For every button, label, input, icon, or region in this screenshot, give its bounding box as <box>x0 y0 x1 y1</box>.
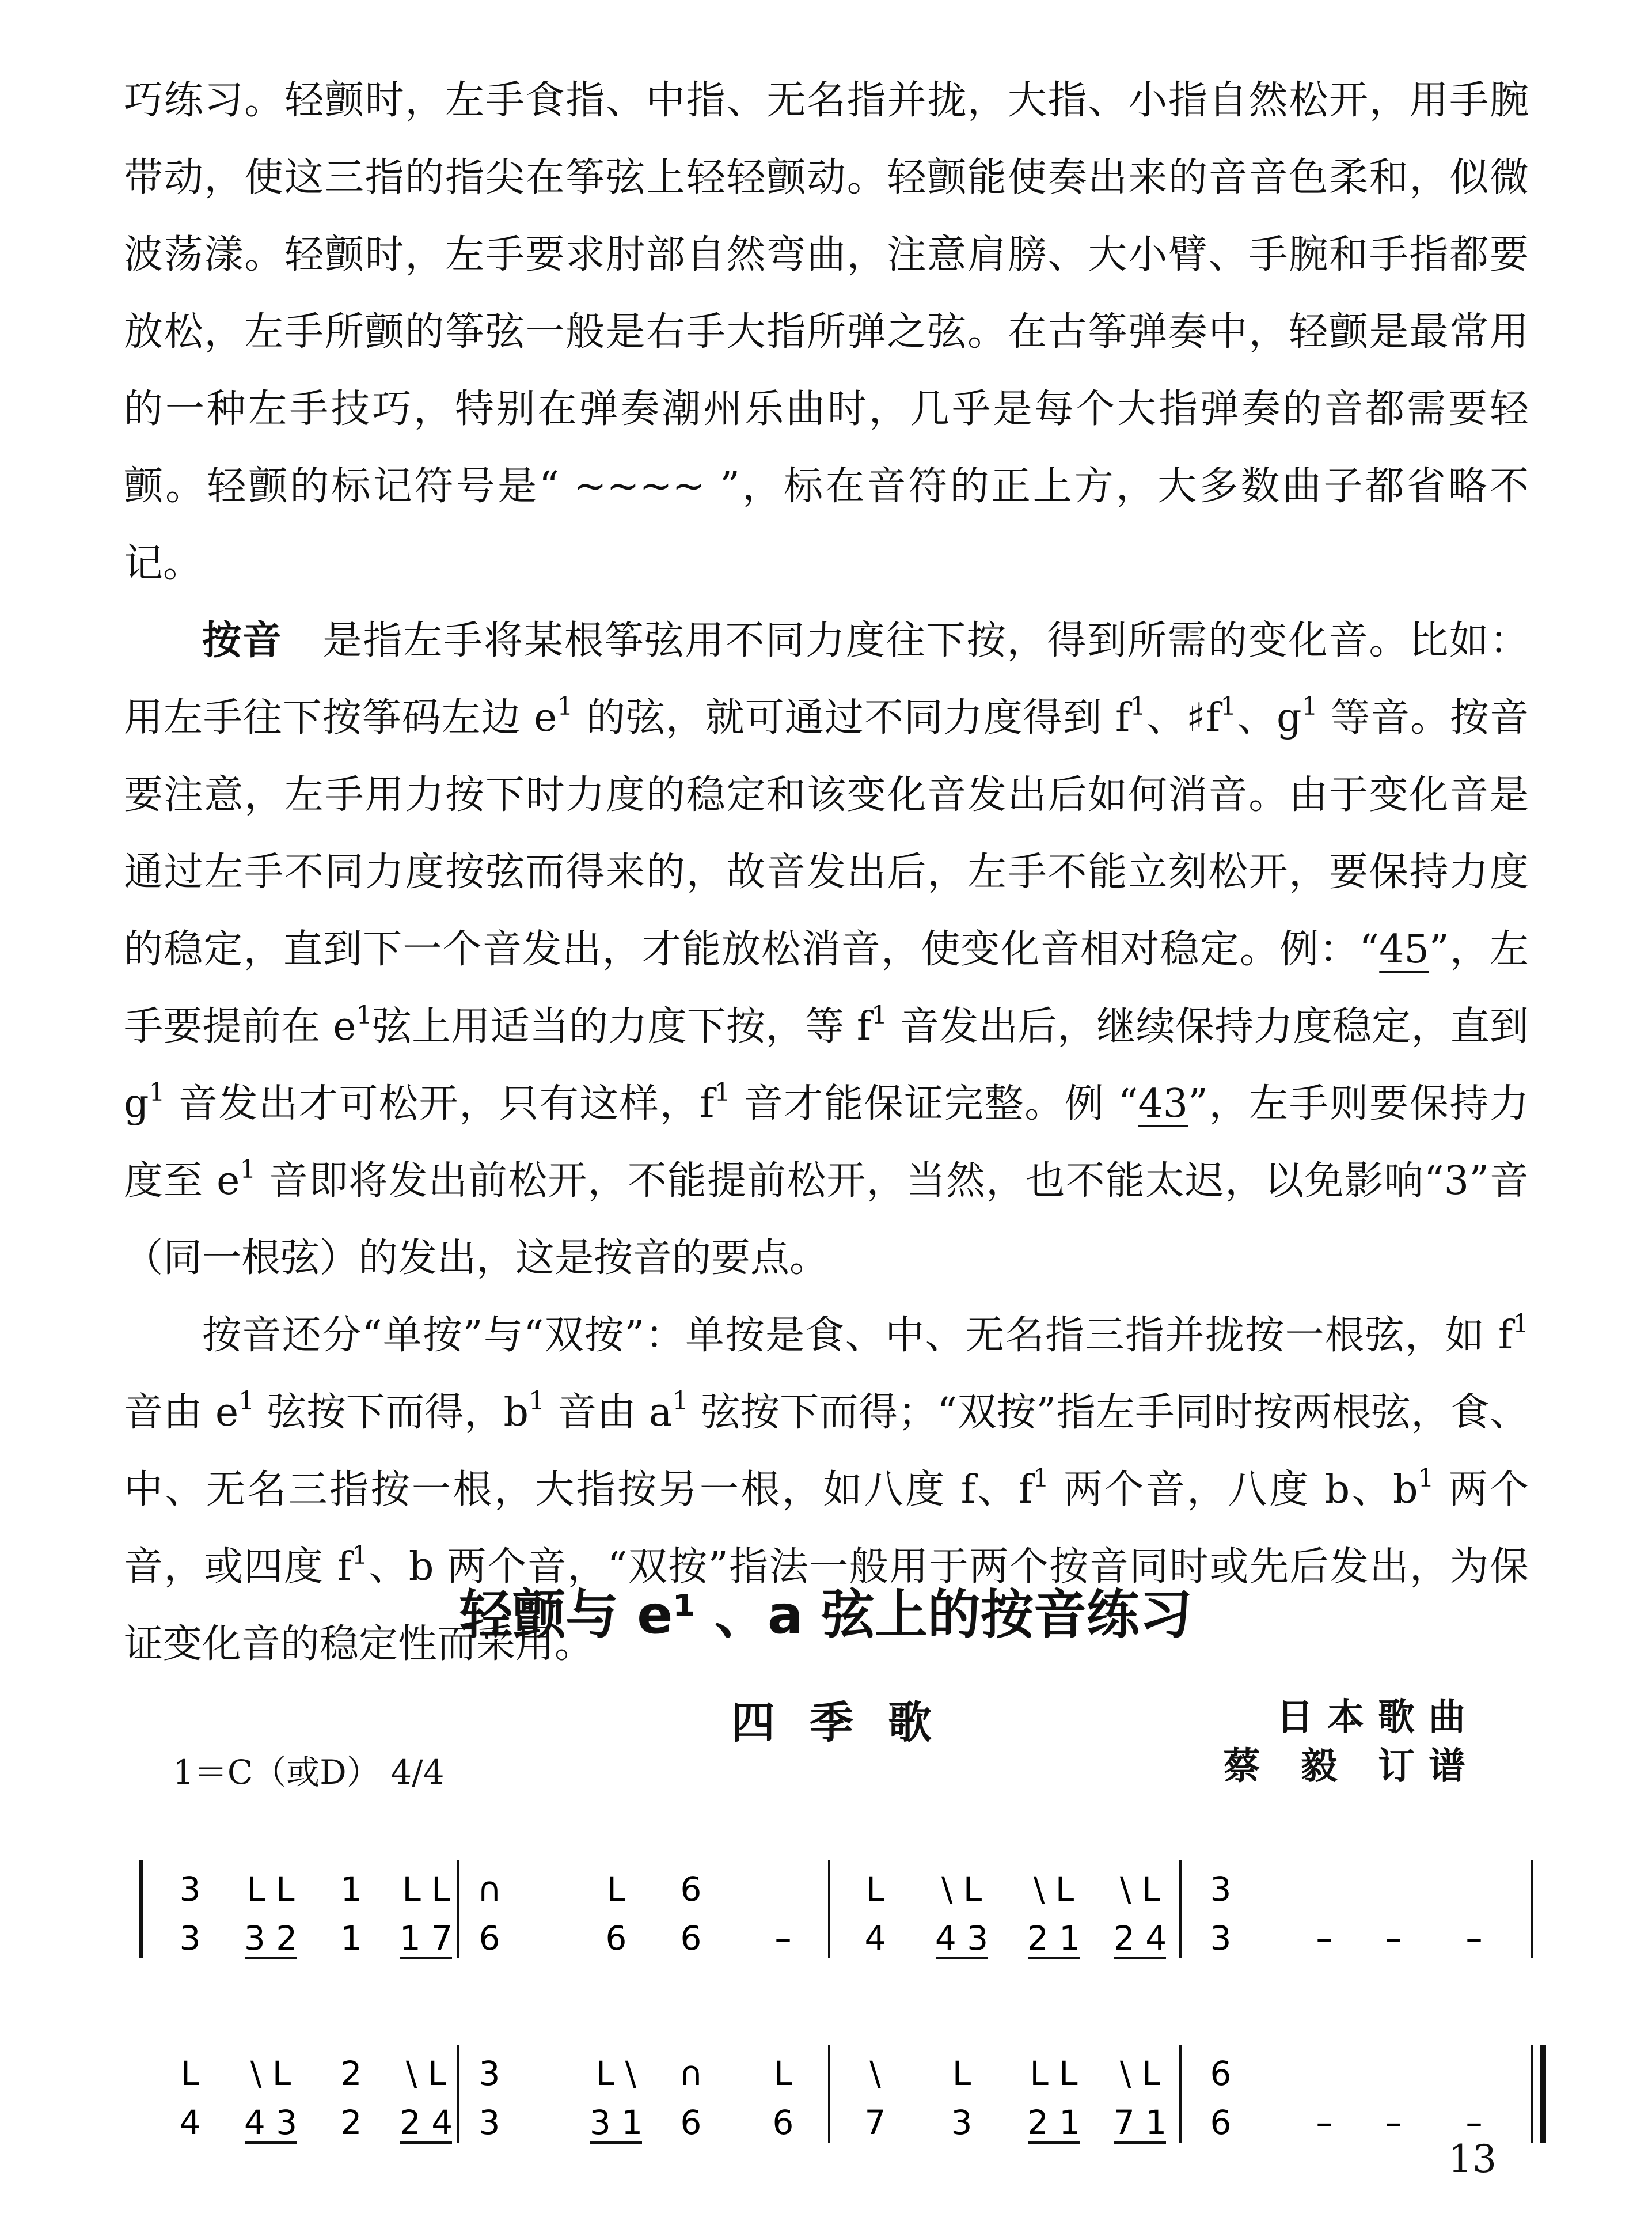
lower-note: 6 <box>478 1919 500 1958</box>
upper-note: \ L <box>1033 1870 1074 1909</box>
superscript: 1 <box>1130 692 1146 721</box>
lower-note: – <box>1465 2103 1483 2142</box>
lower-note: 3 <box>951 2103 973 2142</box>
lower-note: 4 <box>179 2103 201 2142</box>
lower-note: 4 3 <box>244 2103 298 2142</box>
upper-note: ∩ <box>678 2054 704 2093</box>
lower-note: 1 <box>340 1919 362 1958</box>
lower-note: 7 1 <box>1113 2103 1167 2142</box>
example-notes: 45 <box>1379 927 1429 972</box>
superscript: 1 <box>714 1078 731 1107</box>
text-span: ”，左手则要保持力度至 e <box>124 1081 1529 1204</box>
upper-note: L <box>773 2054 793 2093</box>
superscript: 1 <box>1418 1464 1434 1493</box>
superscript: 1 <box>529 1386 545 1416</box>
upper-note: \ <box>869 2054 881 2093</box>
superscript: 1 <box>871 1000 888 1030</box>
key-signature: 1＝C（或D） 4/4 <box>173 1753 445 1792</box>
lower-note: 2 4 <box>1113 1919 1167 1958</box>
upper-note: \ L <box>1119 2054 1161 2093</box>
credit-arranger: 蔡 毅 订谱 <box>1223 1745 1479 1788</box>
text-span: 的弦，就可通过不同力度得到 f <box>573 695 1130 741</box>
superscript: 1 <box>1032 1464 1049 1493</box>
text-span: 音发出才可松开，只有这样，f <box>165 1081 715 1127</box>
upper-note: L L <box>402 1870 450 1909</box>
upper-note: 3 <box>478 2054 500 2093</box>
term-press-note: 按音 <box>202 618 283 664</box>
text-span: 弦按下而得；“双按”指左手同时按两根弦，食、中、无名三指按一根，大指按另一根，如八度 f、f <box>124 1390 1529 1513</box>
text-span: 弦按下而得，b <box>255 1390 529 1435</box>
lower-note: – <box>1385 2103 1402 2142</box>
song-title: 四季歌 <box>731 1697 966 1748</box>
text-span: 是指左手将某根筝弦用不同力度往下按，得到所需的变化音。比如：用左手往下按筝码左边 e <box>124 618 1529 741</box>
lower-note: 6 <box>680 2103 702 2142</box>
upper-note: \ L <box>405 2054 447 2093</box>
upper-note: 6 <box>680 1870 702 1909</box>
upper-note: ∩ <box>477 1870 502 1909</box>
lower-note: 2 1 <box>1027 2103 1081 2142</box>
superscript: 1 <box>1301 692 1318 721</box>
lower-note: 3 <box>1210 1919 1232 1958</box>
superscript: 1 <box>238 1386 255 1416</box>
section-title: 轻颤与 e¹ 、a 弦上的按音练习 <box>459 1584 1193 1646</box>
lower-note: – <box>1465 1919 1483 1958</box>
upper-note: L L <box>1030 2054 1078 2093</box>
superscript: 1 <box>557 692 574 721</box>
lower-note: 6 <box>605 1919 627 1958</box>
superscript: 1 <box>240 1155 256 1184</box>
upper-note: L \ <box>595 2054 637 2093</box>
upper-note: \ L <box>941 1870 982 1909</box>
upper-note: 3 <box>1210 1870 1232 1909</box>
upper-note: L <box>606 1870 626 1909</box>
text-span: 、b 两个音，“双按”指法一般用于两个按音同时或先后发出，为保证变化音的稳定性而采用。 <box>124 1544 1529 1667</box>
upper-note: 6 <box>1210 2054 1232 2093</box>
lower-note: 6 <box>680 1919 702 1958</box>
text-span: 音即将发出前松开，不能提前松开，当然，也不能太迟，以免影响“3”音（同一根弦）的发出，这是按音的要点。 <box>124 1158 1529 1281</box>
text-span: ”，左手要提前在 e <box>124 927 1529 1049</box>
upper-note: \ L <box>250 2054 291 2093</box>
text-span: 音由 e <box>124 1390 239 1435</box>
superscript: 1 <box>149 1078 165 1107</box>
upper-note: \ L <box>1119 1870 1161 1909</box>
text-span: 等音。按音要注意，左手用力按下时力度的稳定和该变化音发出后如何消音。由于变化音是通过左手不同力度按弦而得来的，故音发出后，左手不能立刻松开，要保持力度的稳定，直到下一个音发出，才能放松消音，使变化音相对稳定。例：“ <box>124 695 1529 972</box>
upper-note: L <box>180 2054 200 2093</box>
text-span: 、g <box>1236 695 1302 741</box>
text-span: 两个音，或四度 f <box>124 1467 1529 1590</box>
lower-note: – <box>1385 1919 1402 1958</box>
lower-note: 1 7 <box>399 1919 453 1958</box>
lower-note: 4 3 <box>935 1919 989 1958</box>
credit-origin: 日本歌曲 <box>1277 1696 1479 1739</box>
upper-note: 3 <box>179 1870 201 1909</box>
lower-note: 2 <box>340 2103 362 2142</box>
paragraph-tremolo: 巧练习。轻颤时，左手食指、中指、无名指并拢，大指、小指自然松开，用手腕带动，使这三指的指尖在筝弦上轻轻颤动。轻颤能使奏出来的音音色柔和，似微波荡漾。轻颤时，左手要求肘部自然弯曲，注意肩膀、大小臂、手腕和手指都要放松，左手所颤的筝弦一般是右手大指所弹之弦。在古筝弹奏中，轻颤是最常用的一种左手技巧，特别在弹奏潮州乐曲时，几乎是每个大指弹奏的音都需要轻颤。轻颤的标记符号是“ ~~~~ ”，标在音符的正上方，大多数曲子都省略不记。 <box>124 78 1529 586</box>
text-span: 、♯f <box>1146 695 1221 741</box>
upper-note: L <box>865 1870 885 1909</box>
lower-note: 3 <box>179 1919 201 1958</box>
upper-note: 1 <box>340 1870 362 1909</box>
lower-note: 6 <box>1210 2103 1232 2142</box>
superscript: 1 <box>1513 1309 1529 1339</box>
lower-note: 6 <box>772 2103 794 2142</box>
lower-note: 2 4 <box>399 2103 453 2142</box>
lower-note: 3 1 <box>589 2103 643 2142</box>
text-span: 音发出后，继续保持力度稳定，直到 g <box>124 1004 1529 1127</box>
lower-note: – <box>1316 2103 1333 2142</box>
superscript: 1 <box>356 1000 373 1030</box>
text-span: 按音还分“单按”与“双按”：单按是食、中、无名指三指并拢按一根弦，如 f <box>202 1313 1513 1358</box>
lower-note: 4 <box>864 1919 886 1958</box>
lower-note: – <box>774 1919 792 1958</box>
upper-note: L <box>952 2054 971 2093</box>
superscript: 1 <box>672 1386 689 1416</box>
example-notes: 43 <box>1138 1081 1188 1127</box>
lower-note: – <box>1316 1919 1333 1958</box>
upper-note: L L <box>246 1870 295 1909</box>
text-span: 音才能保证完整。例 “ <box>730 1081 1138 1127</box>
text-span: 弦上用适当的力度下按，等 f <box>372 1004 872 1049</box>
upper-note: 2 <box>340 2054 362 2093</box>
text-span: 音由 a <box>545 1390 673 1435</box>
lower-note: 3 <box>478 2103 500 2142</box>
text-span: 两个音，八度 b、b <box>1049 1467 1418 1513</box>
superscript: 1 <box>1220 692 1237 721</box>
superscript: 1 <box>351 1541 368 1570</box>
lower-note: 2 1 <box>1027 1919 1081 1958</box>
page-number: 13 <box>1448 2137 1497 2181</box>
lower-note: 3 2 <box>244 1919 298 1958</box>
lower-note: 7 <box>864 2103 886 2142</box>
